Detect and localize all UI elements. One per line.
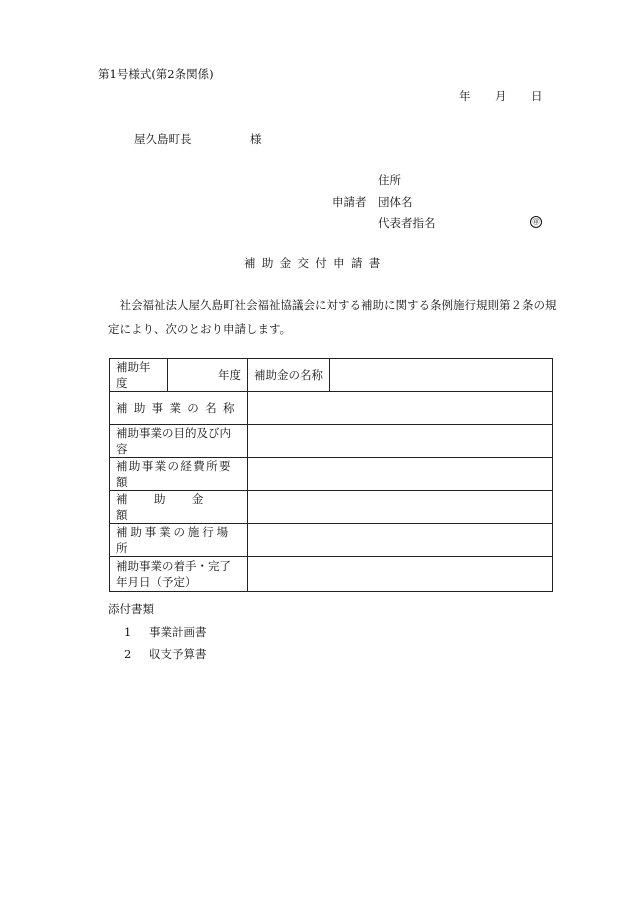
attachment-label: 事業計画書 — [148, 625, 207, 639]
project-name-field[interactable] — [248, 392, 553, 425]
form-number: 第1号様式(第2条関係) — [98, 67, 214, 81]
attachment-label: 収支予算書 — [148, 647, 207, 661]
body-text-line-2: 定により、次のとおり申請します。 — [108, 322, 292, 336]
table-row — [110, 557, 553, 592]
applicant-address-label: 住所 — [378, 173, 401, 187]
attachment-number: 1 — [124, 625, 132, 639]
project-schedule-label: 補助事業の着手・完了年月日（予定） — [110, 557, 248, 592]
project-purpose-label: 補助事業の目的及び内容 — [110, 425, 248, 458]
project-location-field[interactable] — [248, 524, 553, 557]
applicant-group-name-label: 団体名 — [378, 195, 413, 209]
subsidy-year-label: 補助年度 — [110, 359, 168, 392]
subsidy-name-field[interactable] — [330, 359, 553, 392]
project-location-label: 補助事業の施行場所 — [110, 524, 248, 557]
table-row — [110, 392, 553, 425]
subsidy-year-field[interactable] — [168, 359, 248, 392]
subsidy-amount-field[interactable] — [248, 491, 553, 524]
subsidy-amount-label: 補助金額 — [110, 491, 248, 524]
body-paragraph — [108, 293, 578, 341]
date-day-label: 日 — [531, 89, 543, 103]
applicant-representative-label: 代表者指名 — [378, 216, 436, 230]
project-cost-label: 補助事業の経費所要額 — [110, 458, 248, 491]
project-schedule-field[interactable] — [248, 557, 553, 592]
attachment-item — [124, 624, 206, 640]
subsidy-year-unit: 年度 — [218, 368, 241, 382]
attachments-heading: 添付書類 — [108, 602, 154, 616]
project-cost-field[interactable] — [248, 458, 553, 491]
attachment-item — [124, 646, 206, 662]
table-row — [110, 458, 553, 491]
applicant-label: 申請者 — [332, 195, 367, 209]
addressee-honorific: 様 — [250, 132, 262, 146]
table-row — [110, 425, 553, 458]
table-row — [110, 524, 553, 557]
project-purpose-field[interactable] — [248, 425, 553, 458]
project-name-label: 補助事業の名称 — [110, 392, 248, 425]
document-title: 補助金交付申請書 — [244, 256, 387, 270]
subsidy-name-label: 補助金の名称 — [248, 359, 330, 392]
table-row — [110, 491, 553, 524]
body-text-line-1: 社会福祉法人屋久島町社会福祉協議会に対する補助に関する条例施行規則第２条の規 — [119, 298, 557, 312]
table-row — [110, 359, 553, 392]
attachment-number: 2 — [124, 647, 132, 661]
date-year-label: 年 — [459, 89, 471, 103]
seal-mark: ㊞ — [530, 216, 542, 228]
date-month-label: 月 — [495, 89, 507, 103]
addressee-name: 屋久島町長 — [134, 132, 192, 146]
application-table — [109, 358, 553, 592]
